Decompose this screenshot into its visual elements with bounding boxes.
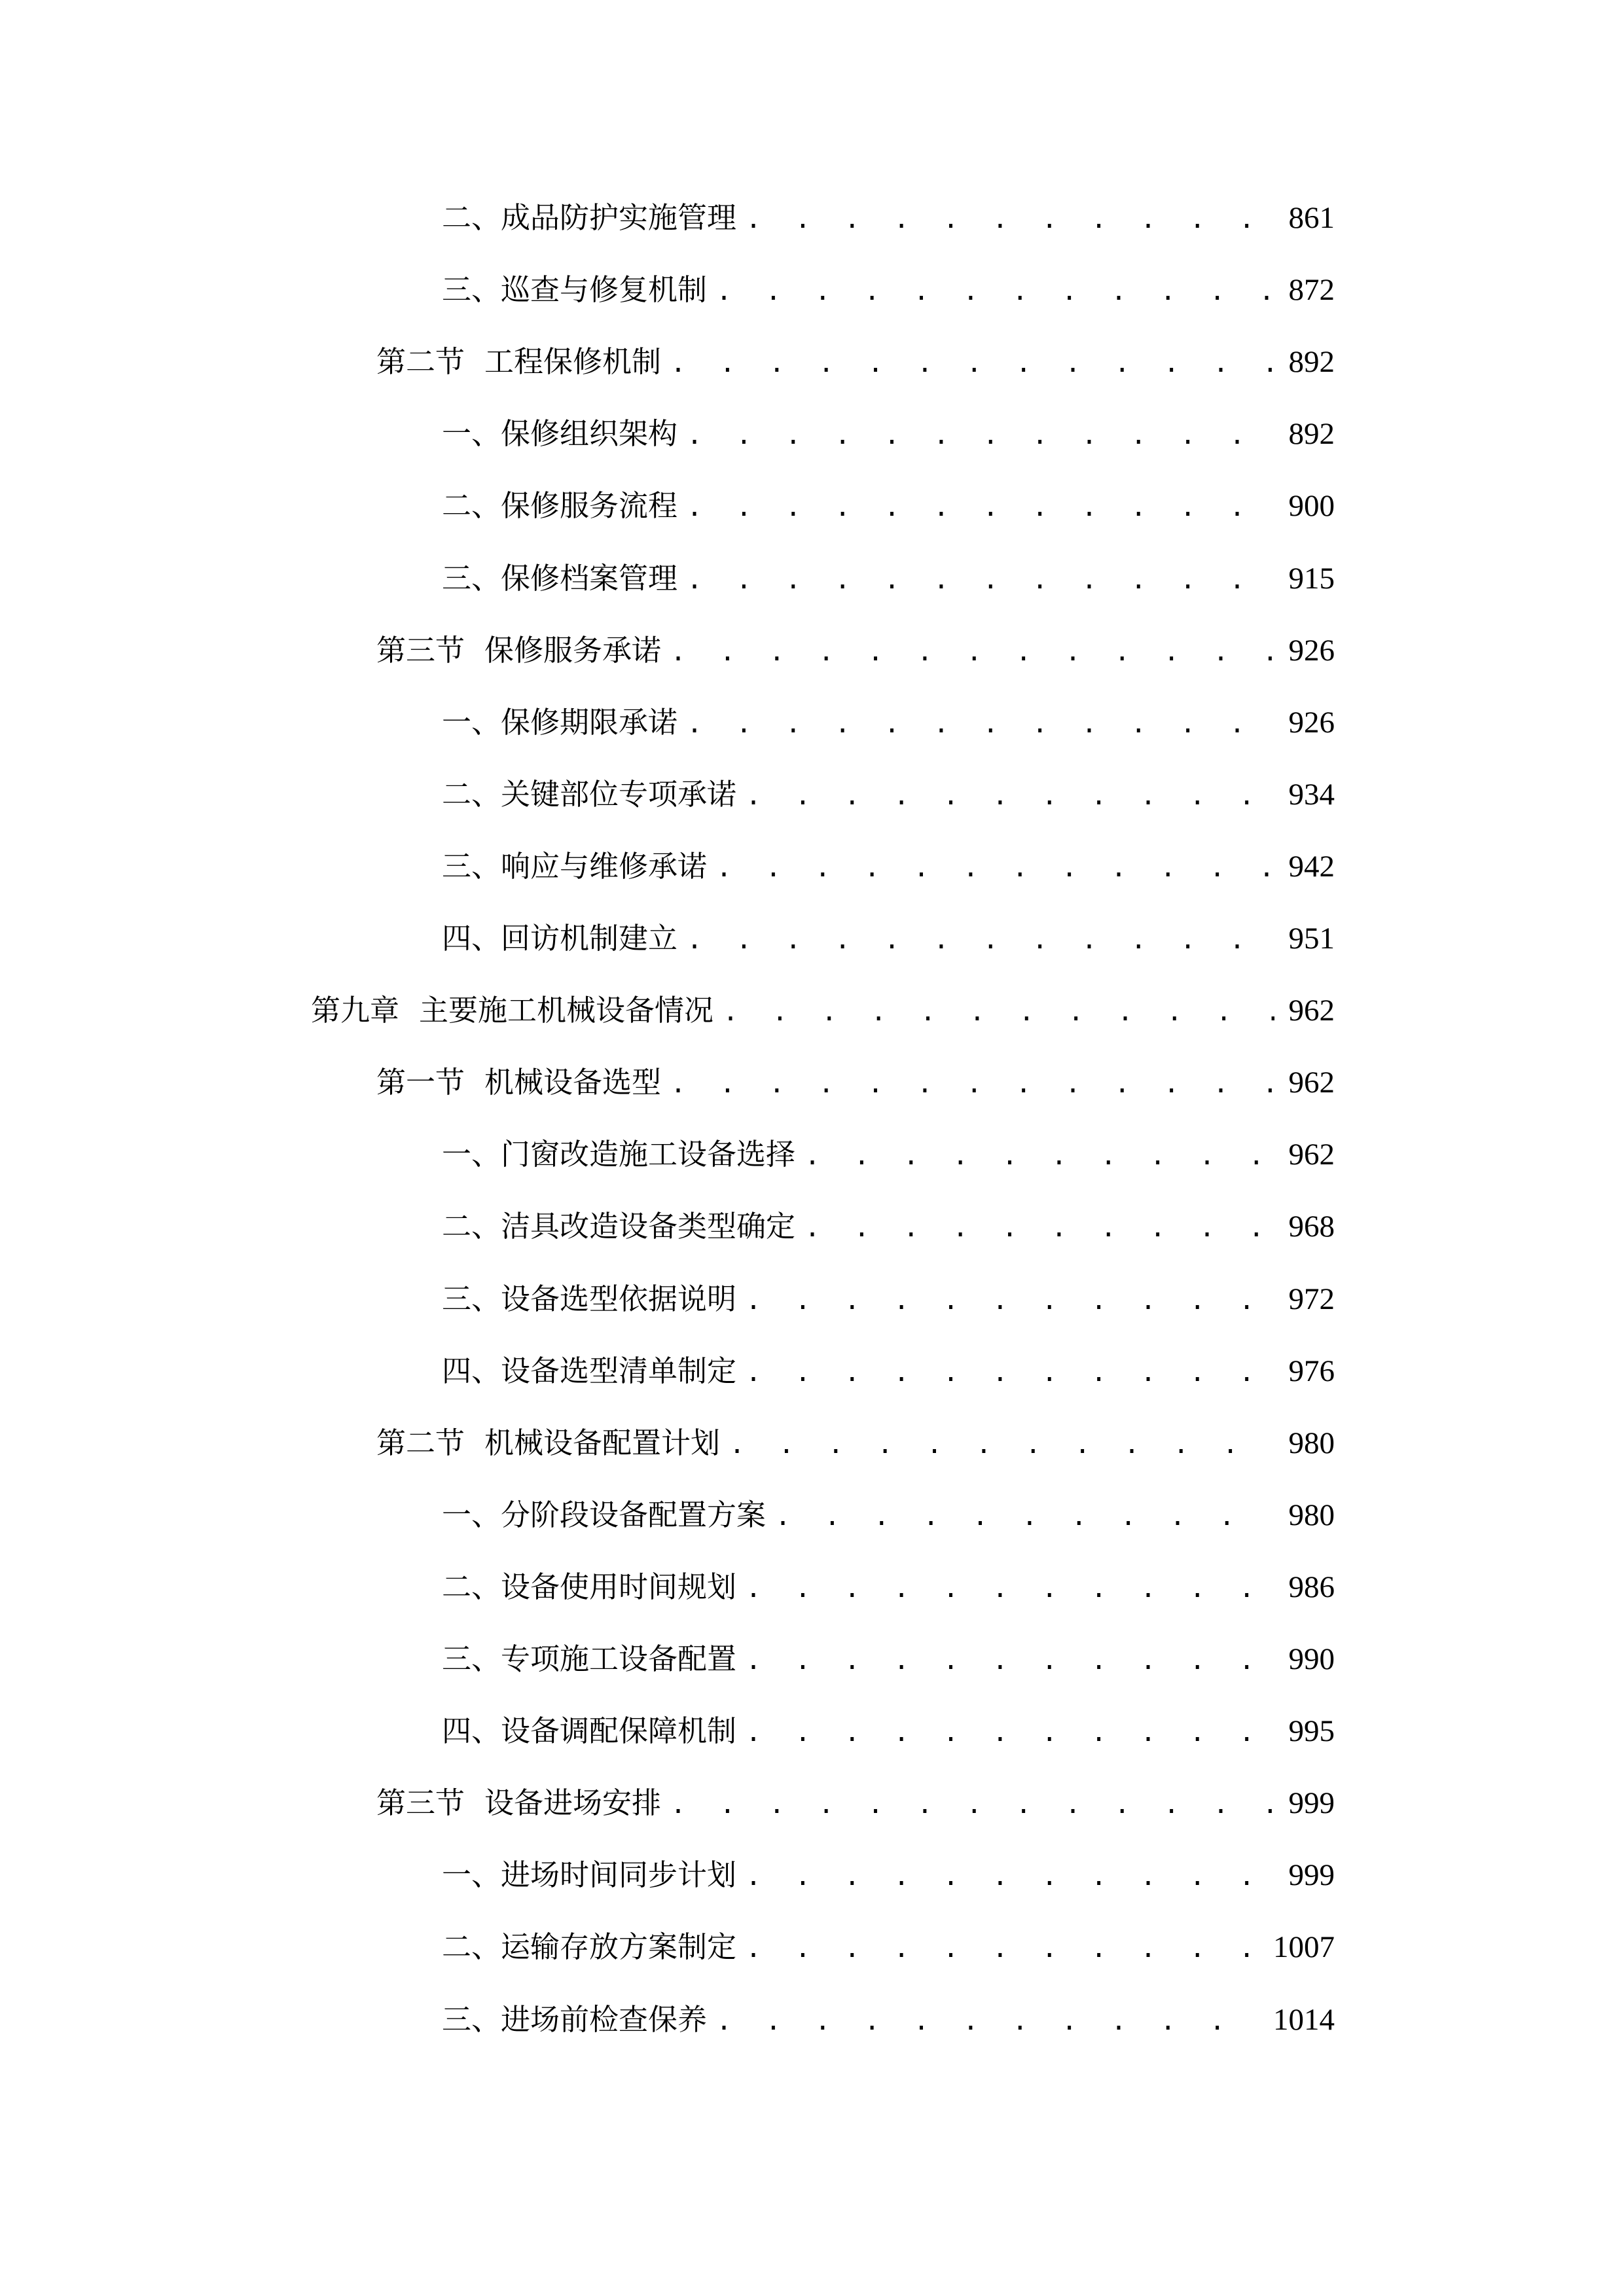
toc-entry-title: 进场前检查保养 (501, 2002, 708, 2037)
toc-entry-number: 三、 (442, 1282, 501, 1316)
toc-entry[interactable] (0, 480, 1335, 532)
toc-entry-title: 保修服务承诺 (484, 633, 662, 668)
toc-entry-number: 第三节 (376, 1785, 465, 1820)
toc-entry-page-number: 962 (1288, 1066, 1335, 1100)
toc-entry[interactable] (0, 1200, 1335, 1253)
toc-entry-number: 四、 (442, 1354, 501, 1388)
dot-leader (775, 1490, 1274, 1543)
dot-leader (746, 1850, 1274, 1903)
toc-entry-page-number: 892 (1288, 417, 1335, 451)
toc-entry-number: 四、 (442, 921, 501, 956)
toc-entry-title: 门窗改造施工设备选择 (501, 1137, 796, 1172)
toc-entry-page-number: 999 (1288, 1786, 1335, 1820)
dot-leader (804, 1130, 1274, 1182)
dot-leader (716, 842, 1274, 894)
toc-entry[interactable] (0, 1056, 1335, 1109)
toc-entry-page-number: 926 (1288, 634, 1335, 668)
toc-entry[interactable] (0, 624, 1335, 677)
dot-leader (716, 1995, 1259, 2047)
toc-entry-page-number: 968 (1288, 1210, 1335, 1244)
toc-entry-number: 二、 (442, 488, 501, 523)
toc-entry[interactable] (0, 1489, 1335, 1541)
toc-entry-title: 洁具改造设备类型确定 (501, 1209, 796, 1244)
toc-entry-page-number: 980 (1288, 1498, 1335, 1532)
dot-leader (687, 409, 1274, 461)
dot-leader (670, 1778, 1274, 1831)
toc-entry-page-number: 999 (1288, 1858, 1335, 1892)
toc-entry-title: 运输存放方案制定 (501, 1929, 737, 1964)
toc-entry-title: 进场时间同步计划 (501, 1857, 737, 1892)
toc-entry-page-number: 934 (1288, 778, 1335, 812)
toc-entry[interactable] (0, 912, 1335, 965)
toc-entry[interactable] (0, 552, 1335, 605)
toc-entry-number: 二、 (442, 777, 501, 812)
dot-leader (670, 1058, 1274, 1110)
dot-leader (729, 1418, 1274, 1471)
toc-entry[interactable] (0, 1849, 1335, 1901)
toc-entry-title: 响应与维修承诺 (501, 849, 708, 884)
dot-leader (670, 626, 1274, 678)
toc-entry-page-number: 861 (1288, 201, 1335, 235)
toc-entry-title: 巡查与修复机制 (501, 272, 708, 307)
toc-entry-number: 二、 (442, 1929, 501, 1964)
toc-entry-page-number: 1007 (1273, 1930, 1335, 1964)
toc-entry-number: 一、 (442, 1857, 501, 1892)
toc-entry-number: 三、 (442, 2002, 501, 2037)
toc-entry[interactable] (0, 1273, 1335, 1325)
toc-entry[interactable] (0, 1921, 1335, 1973)
toc-entry[interactable] (0, 768, 1335, 821)
toc-entry-number: 第一节 (376, 1065, 465, 1100)
toc-entry[interactable] (0, 1705, 1335, 1757)
toc-entry-title: 机械设备配置计划 (484, 1426, 721, 1460)
toc-entry-title: 设备选型依据说明 (501, 1282, 737, 1316)
toc-entry[interactable] (0, 1345, 1335, 1397)
dot-leader (746, 1634, 1274, 1687)
toc-entry-number: 第九章 (311, 993, 400, 1028)
dot-leader (687, 481, 1274, 533)
dot-leader (670, 337, 1274, 389)
toc-entry-page-number: 942 (1288, 850, 1335, 884)
toc-entry-number: 第二节 (376, 344, 465, 379)
toc-entry[interactable] (0, 1777, 1335, 1829)
toc-entry-page-number: 951 (1288, 922, 1335, 956)
toc-entry-number: 一、 (442, 1498, 501, 1532)
toc-entry-page-number: 926 (1288, 706, 1335, 740)
toc-entry[interactable] (0, 1994, 1335, 2046)
dot-leader (687, 554, 1274, 606)
dot-leader (746, 1274, 1274, 1327)
toc-entry[interactable] (0, 192, 1335, 244)
toc-entry-page-number: 986 (1288, 1570, 1335, 1604)
toc-entry-title: 专项施工设备配置 (501, 1641, 737, 1676)
dot-leader (687, 698, 1274, 750)
toc-entry[interactable] (0, 1128, 1335, 1181)
dot-leader (746, 1922, 1259, 1975)
toc-entry-number: 二、 (442, 200, 501, 235)
toc-entry-title: 分阶段设备配置方案 (501, 1498, 767, 1532)
toc-entry-number: 二、 (442, 1570, 501, 1604)
toc-entry-number: 四、 (442, 1713, 501, 1748)
toc-entry-number: 一、 (442, 416, 501, 451)
toc-entry-page-number: 972 (1288, 1282, 1335, 1316)
toc-entry-number: 二、 (442, 1209, 501, 1244)
toc-entry-title: 关键部位专项承诺 (501, 777, 737, 812)
toc-entry-number: 三、 (442, 849, 501, 884)
toc-entry-page-number: 1014 (1273, 2003, 1335, 2037)
toc-entry-number: 第二节 (376, 1426, 465, 1460)
dot-leader (746, 770, 1274, 822)
toc-entry-number: 三、 (442, 272, 501, 307)
toc-entry-title: 保修组织架构 (501, 416, 678, 451)
toc-entry-title: 回访机制建立 (501, 921, 678, 956)
toc-entry-title: 成品防护实施管理 (501, 200, 737, 235)
toc-entry-page-number: 962 (1288, 1138, 1335, 1172)
toc-entry[interactable] (0, 336, 1335, 388)
dot-leader (687, 914, 1274, 966)
dot-leader (716, 265, 1274, 317)
toc-entry-number: 第三节 (376, 633, 465, 668)
toc-entry-page-number: 915 (1288, 562, 1335, 596)
toc-entry-title: 设备进场安排 (484, 1785, 662, 1820)
toc-entry-page-number: 976 (1288, 1354, 1335, 1388)
dot-leader (723, 986, 1274, 1038)
toc-entry-title: 保修期限承诺 (501, 705, 678, 740)
toc-entry[interactable] (0, 984, 1335, 1037)
toc-entry-title: 设备使用时间规划 (501, 1570, 737, 1604)
toc-entry[interactable] (0, 840, 1335, 893)
toc-entry-page-number: 962 (1288, 994, 1335, 1028)
toc-entry[interactable] (0, 1633, 1335, 1685)
toc-entry-number: 三、 (442, 561, 501, 596)
toc-entry-title: 机械设备选型 (484, 1065, 662, 1100)
dot-leader (746, 1562, 1274, 1615)
toc-entry[interactable] (0, 408, 1335, 460)
toc-entry-page-number: 980 (1288, 1426, 1335, 1460)
dot-leader (746, 1706, 1274, 1759)
toc-entry-number: 一、 (442, 705, 501, 740)
toc-entry-title: 设备调配保障机制 (501, 1713, 737, 1748)
toc-entry-title: 主要施工机械设备情况 (419, 993, 714, 1028)
toc-entry-page-number: 990 (1288, 1642, 1335, 1676)
toc-entry-page-number: 872 (1288, 273, 1335, 307)
toc-entry-title: 设备选型清单制定 (501, 1354, 737, 1388)
toc-entry-title: 工程保修机制 (484, 344, 662, 379)
toc-entry-page-number: 995 (1288, 1714, 1335, 1748)
toc-entry[interactable] (0, 1417, 1335, 1469)
toc-entry-title: 保修档案管理 (501, 561, 678, 596)
dot-leader (746, 1346, 1274, 1399)
toc-entry[interactable] (0, 1561, 1335, 1613)
toc-entry[interactable] (0, 696, 1335, 749)
toc-entry-page-number: 900 (1288, 489, 1335, 523)
dot-leader (746, 193, 1274, 245)
toc-entry[interactable] (0, 264, 1335, 316)
toc-entry-number: 三、 (442, 1641, 501, 1676)
toc-entry-title: 保修服务流程 (501, 488, 678, 523)
toc-entry-number: 一、 (442, 1137, 501, 1172)
toc-entry-page-number: 892 (1288, 345, 1335, 379)
dot-leader (804, 1202, 1274, 1254)
